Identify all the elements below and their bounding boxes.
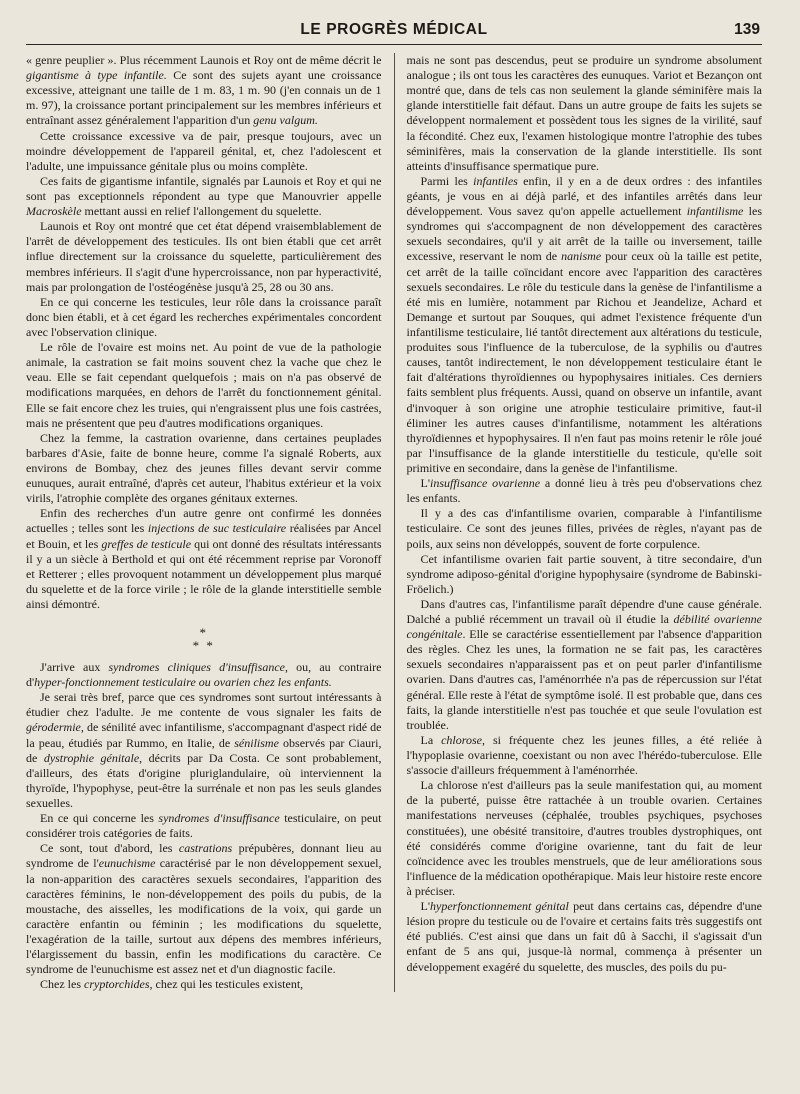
italic-term: dystrophie génitale [43, 750, 140, 765]
text-run: Dans d'autres cas, l'infantilisme paraît dépendre d'une cause générale. Dalché a publié récemment un travail où il étudie la [406, 596, 762, 627]
text-run: testiculaire, on peut considérer trois catégories de faits. [26, 811, 382, 841]
text-run: Chez la femme, la castration ovarienne, dans certaines peuplades barbares d'Asie, faite de bonne heure, comme l'a signalé Roberts, aux environs de Bombay, chez des jeunes filles devant servir comme eunuques, aurait entraîné, d'après cet auteur, l'habitus extérieur et la voix virils, l'atrophie complète des organes génitaux externes. [26, 430, 382, 506]
paragraph [26, 811, 382, 841]
text-run: L' [420, 899, 430, 914]
italic-term: gérodermie [26, 720, 81, 735]
paragraph [407, 476, 763, 506]
text-run: , décrits par Da Costa. Ce sont probablement, d'ailleurs, des états d'origine pluriglandulaire, où interviennent la thyroïde, l'hypophyse, peut-être la surrénale et non pas les seuls glandes sexuelles. [26, 750, 382, 811]
paragraph [26, 977, 382, 992]
text-run: , chez qui les testicules existent, [149, 977, 304, 992]
text-run: les syndromes qui s'accompagnent de non développement des caractères sexuels secondaires, qu'il y ait arrêt de la taille ou inversement, taille excessive, reservant le nom de [406, 204, 762, 264]
text-run: , si fréquente chez les jeunes filles, a été reliée à l'hypoplasie ovarienne, coexistant ou non avec l'hérédo-tuberculose. Elle s'associe d'ailleurs fréquemment à l'aménorrhée. [406, 732, 762, 778]
text-run: Chez les [40, 977, 84, 992]
paragraph [407, 506, 763, 551]
text-run: Enfin des recherches d'un autre genre ont confirmé les données actuelles ; telles sont les [26, 506, 382, 536]
text-run: J'arrive aux [40, 660, 109, 675]
italic-term: syndromes cliniques d'insuffisance [108, 660, 285, 675]
paragraph [26, 841, 382, 977]
paragraph [26, 129, 382, 174]
italic-term: hyperfonctionnement génital [430, 899, 569, 914]
paragraph [26, 295, 382, 340]
paragraph [26, 53, 382, 129]
italic-term: hyper-fonctionnement testiculaire ou ovarien chez les enfants. [34, 675, 332, 690]
paragraph [26, 340, 382, 431]
text-run: a donné lieu à très peu d'observations chez les enfants. [406, 476, 763, 506]
italic-term: infantilisme [686, 204, 744, 219]
text-run: peut dans certains cas, dépendre d'une lésion propre du testicule ou de l'ovaire et certains faits très suggestifs ont été publiés. C'est ainsi que dans un fait dû à Sacchi, il s'agissait d'un enfant de 5 ans qui, jusque-là normal, commença à présenter un développement exagéré du squelette, des muscles, des poils du pu- [406, 899, 762, 974]
text-run: observés par Ciauri, de [26, 735, 382, 765]
italic-term: gigantisme à type infantile. [26, 68, 167, 83]
text-run: , ou, au contraire d' [26, 660, 382, 690]
italic-term: injections de suc testiculaire [147, 521, 287, 536]
text-run: enfin, il y en a de deux ordres : des infantiles géants, je vous en ai déjà parlé, et des infantiles arrêtés dans leur développement. Vous savez qu'on appelle actuellement [406, 173, 762, 219]
text-run: Le rôle de l'ovaire est moins net. Au point de vue de la pathologie animale, la castration se fait moins souvent chez la vache que chez le veau. Elle se fait cependant quelquefois ; mais on n'a pas observé de modifications marquées, en dehors de l'arrêt du fonctionnement génital. Elle se fait encore chez les truies, qui n'engraissent plus une fois castrées, mais ne présentent que peu d'autres modifications organiques. [26, 340, 382, 430]
text-run: En ce qui concerne les [40, 811, 159, 826]
italic-term: Macroskèle [26, 204, 82, 219]
italic-term: greffes de testicule [101, 536, 192, 551]
italic-term: genu valgum. [253, 113, 318, 128]
text-run: Ce sont, tout d'abord, les [40, 841, 179, 856]
paragraph [26, 174, 382, 219]
right-column [394, 53, 763, 992]
paragraph [407, 552, 763, 597]
text-run: La [420, 732, 442, 747]
page-number: 139 [734, 21, 760, 38]
paragraph [26, 660, 382, 690]
text-run: Cette croissance excessive va de pair, presque toujours, avec un moindre développement de l'appareil génital, et, chez l'adolescent et l'adulte, une impuissance génitale plus ou moins complète. [26, 128, 382, 173]
italic-term: cryptorchides [84, 977, 150, 992]
paragraph [407, 174, 763, 476]
text-columns [26, 53, 762, 992]
text-run: , de sénilité avec infantilisme, s'accompagnant d'aspect ridé de la peau, étudiés par Rummo, en Italie, de [26, 720, 382, 750]
italic-term: insuffisance ovarienne [430, 476, 541, 491]
text-run: Cet infantilisme ovarien fait partie souvent, à titre secondaire, d'un syndrome adiposo-génital d'origine hypophysaire (syndrome de Babinski-Fröelich.) [406, 551, 762, 596]
italic-term: infantiles [473, 173, 518, 188]
text-run: L' [420, 476, 430, 491]
text-run: pour ceux où la taille est petite, cet arrêt de la taille coïncidant encore avec l'apparition des caractères sexuels secondaires. Le rôle du testicule dans la genèse de l'infantilisme a été mis en lumière, notamment par Richou et Jeandelize, Achard et Demange et surtout par Souques, qui admet l'existence fréquente d'un infantilisme testiculaire, lié tantôt directement aux altérations du testicule, produites sous l'influence de la tuberculose, de la syphilis ou d'autres causes, tantôt indirectement, le non développement testiculaire étant le fait d'altérations thyroïdiennes ou hypophysaires initiales. Ces derniers faits semblent plus fréquents. Aussi, quand on observe un infantile, avant d'invoquer à son origine une atrophie testiculaire primitive, faut-il éliminer les autres causes d'infantilisme, notamment les altérations thyroïdiennes et hypophysaires. Il n'en faut pas moins retenir le rôle joué par l'insuffisance de la glande interstitielle du testicule, qu'elle soit primitive en secondaire, dans la genèse de l'infantilisme. [406, 249, 762, 475]
text-run: « genre peuplier ». Plus récemment Launois et Roy ont de même décrit le [26, 53, 382, 67]
text-run: caractérisé par le non développement sexuel, la non-apparition des caractères sexuels secondaires, l'apparition des caractères féminins, le non-développement des poils du pubis, de la moustache, des aisselles, les modifications de la voix, qui garde un caractère enfantin ou féminin ; les modifications du squelette, l'exagération de la taille, surtout aux dépens des membres inférieurs, l'élargissement du bassin, enfin les modifications du caractère. Ce syndrome de l'eunuchisme est assez net et d'un diagnostic facile. [26, 856, 382, 977]
italic-term: nanisme [561, 249, 602, 264]
paragraph [407, 733, 763, 778]
text-run: Ce sont des sujets ayant une croissance excessive, atteignant une taille de 1 m. 83, 1 m. 90 (j'en connais un de 1 m. 97), la croissance portant principalement sur les membres inférieurs et entraînant assez généralement l'apparition d'un [26, 68, 382, 128]
paragraph [407, 597, 763, 733]
text-run: prépubères, donnant lieu au syndrome de l' [26, 841, 382, 871]
italic-term: castrations [178, 841, 233, 856]
paragraph [407, 899, 763, 975]
text-run: En ce qui concerne les testicules, leur rôle dans la croissance paraît donc bien établi, et à cet égard les recherches expérimentales concordent avec l'observation clinique. [26, 294, 382, 339]
italic-term: débilité ovarienne congénitale [406, 612, 762, 642]
paragraph [407, 53, 763, 174]
text-run: Parmi les [420, 173, 474, 188]
italic-term: eunuchisme [98, 856, 156, 871]
text-run: qui ont donné des résultats intéressants il y a un siècle à Berthold et qui ont été récemment reprise par Voronoff et Retterer ; elles provoquent notamment un développement plus marqué du squelette et de la force virile ; le rôle de la glande interstitielle semble ainsi démontré. [26, 536, 382, 611]
text-run: Il y a des cas d'infantilisme ovarien, comparable à l'infantilisme testiculaire. Ce sont des jeunes filles, privées de règles, n'ayant pas de poils, aux seins non développés, souvent de forte corpulence. [406, 506, 762, 551]
text-run: mais ne sont pas descendus, peut se produire un syndrome absolument analogue ; ils ont tous les caractères des eunuques. Variot et Bezançon ont montré que, dans de tels cas non seulement la glande séminifère mais la glande interstitielle fait défaut. Dans un autre groupe de faits les sujets se développent normalement et possèdent tous les signes de la virilité, sauf la fécondité. Chez eux, l'examen histologique montre l'atrophie des tubes séminifères, mais la conservation de la glande interstitielle. Ils sont atteints d'insuffisance spermatique pure. [406, 53, 762, 173]
italic-term: syndromes d'insuffisance [158, 811, 280, 826]
paragraph [26, 690, 382, 811]
paragraph [407, 778, 763, 899]
italic-term: chlorose [441, 732, 482, 747]
text-run: Je serai très bref, parce que ces syndromes sont surtout intéressants à étudier chez l'adulte. Je me contente de vous signaler les faits de [26, 690, 382, 720]
journal-title: LE PROGRÈS MÉDICAL [300, 21, 488, 38]
italic-term: sénilisme [234, 735, 279, 750]
text-run: réalisées par Ancel et Bouin, et les [26, 521, 382, 551]
text-run: Ces faits de gigantisme infantile, signalés par Launois et Roy et qui ne sont pas exceptionnels répondent au type que Manouvrier appelle [26, 173, 382, 203]
text-run: . Elle se caractérise essentiellement par l'absence d'apparition des règles. Chez les unes, la formation ne se fait pas, les caractères sexuels secondaires n'apparaissent pas et on peut parler d'infantilisme ovarien. Dans d'autres cas, l'aménorrhée n'a pas de répercussion sur l'état général. Elle reste à l'état de symptôme isolé. Il est probable que, dans ces faits, la glande interstitielle n'est pas touchée et que seule l'ovulation est troublée. [406, 627, 762, 732]
running-header [26, 18, 762, 45]
text-run: mettant aussi en relief l'allongement du squelette. [81, 204, 322, 219]
paragraph [26, 506, 382, 612]
text-run: Launois et Roy ont montré que cet état dépend vraisemblablement de l'arrêt de développement des testicules. Ils ont bien établi que cet arrêt influe directement sur la croissance du squelette, particulièrement des membres inférieurs. Il s'agit d'une hypercroissance, non par hyperactivité, mais par prolongation de l'ostéogénèse jusqu'à 25, 28 ou 30 ans. [26, 219, 382, 294]
paragraph [26, 219, 382, 295]
left-column [26, 53, 382, 992]
section-separator: * * * [192, 625, 215, 654]
paragraph [26, 431, 382, 507]
text-run: La chlorose n'est d'ailleurs pas la seule manifestation qui, au moment de la puberté, puisse être rattachée à un trouble ovarien. Certaines manifestations nerveuses (céphalée, troubles psychiques, psychoses constituées), une obésité transitoire, d'autres troubles dystrophiques, ont été considérés comme d'origine ovarienne, tant du fait de leur coïncidence avec les troubles menstruels, que de leur améliorations sous l'influence de la médication opothérapique. Mais leur histoire reste encore à préciser. [406, 778, 762, 899]
